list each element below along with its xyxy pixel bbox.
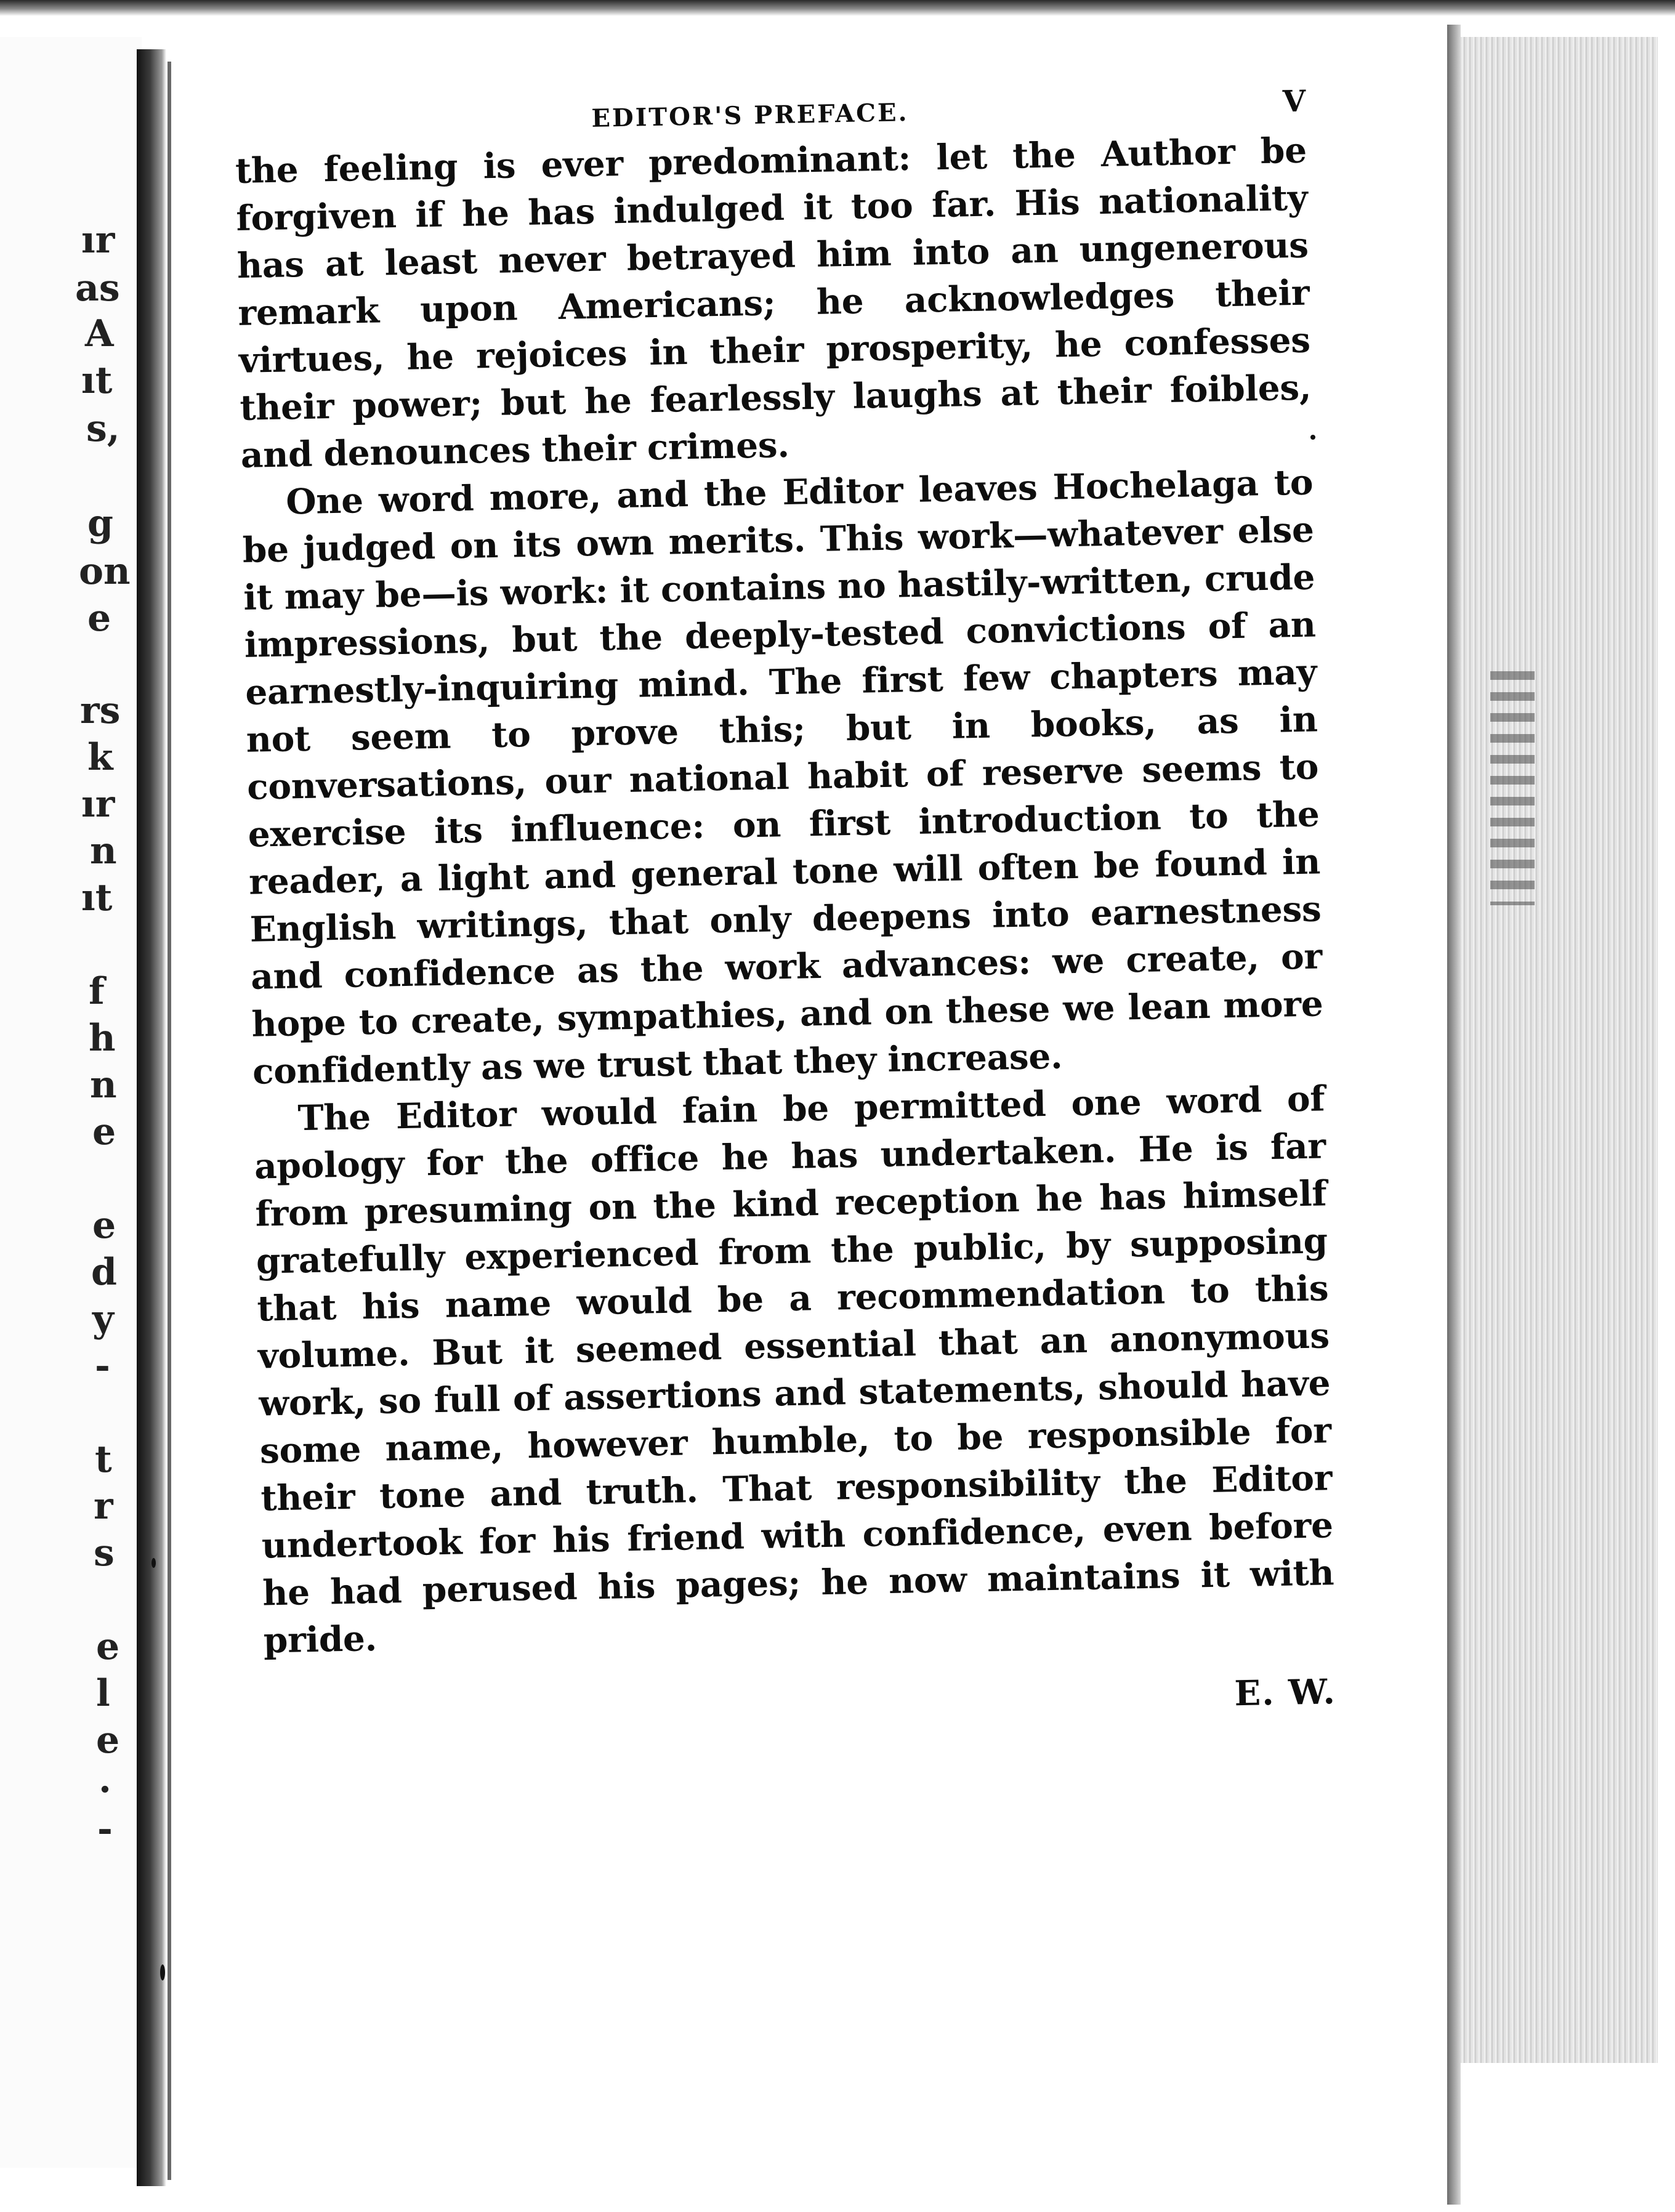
book-gutter-shadow: [137, 49, 166, 2186]
ink-speck: [160, 1964, 165, 1980]
left-margin-fragment: A: [85, 312, 114, 355]
book-gutter-line: [168, 62, 171, 2180]
left-margin-fragment: s,: [86, 407, 120, 450]
left-margin-fragment: k: [87, 736, 113, 779]
left-margin-fragment: as: [75, 267, 120, 310]
left-margin-fragment: d: [91, 1251, 117, 1294]
left-margin-fragment: ır: [81, 219, 115, 262]
left-margin-fragment: s: [94, 1532, 115, 1575]
left-margin-fragment: t: [95, 1438, 112, 1481]
page-number: V: [1282, 84, 1306, 119]
page-stack-marks: [1490, 671, 1535, 905]
left-margin-fragment: n: [90, 830, 117, 873]
page-stack-edge: [1461, 37, 1658, 2063]
left-margin-fragment: -: [97, 1807, 113, 1851]
signature: E. W.: [1233, 1671, 1337, 1714]
left-margin-fragment: h: [89, 1017, 116, 1060]
book-page: [234, 84, 1336, 1733]
left-margin-fragment: n: [90, 1064, 117, 1107]
page-header-title: EDITOR'S PREFACE.: [591, 97, 909, 133]
left-margin-fragment: f: [89, 970, 105, 1013]
left-margin-fragment: y: [92, 1298, 114, 1341]
top-edge-shadow: [0, 0, 1675, 16]
paragraph: the feeling is ever predominant: let the Author be forgiven if he has indulged it too far. His nationality has at least never betrayed him into an ungenerous remark upon Americans; he acknowledges their virtues, he rejoices in their prosperity, he confesses their power; but he fearlessly laughs at their foibles, and denounces their crimes.: [235, 130, 1312, 476]
left-margin-fragment: ıt: [81, 359, 113, 402]
left-margin-fragment: e: [92, 1204, 116, 1247]
left-margin-fragment: on: [79, 550, 131, 593]
left-margin-fragment: r: [94, 1485, 113, 1528]
left-page-fragment: [0, 37, 142, 2168]
left-margin-fragment: e: [96, 1625, 120, 1668]
page-edge-shadow: [1447, 25, 1461, 2205]
left-margin-fragment: e: [96, 1719, 120, 1762]
left-margin-fragment: e: [92, 1110, 116, 1153]
paragraph: One word more, and the Editor leaves Hochelaga to be judged on its own merits. This work—whatever else it may be—is work: it contains no hastily-written, crude impressions, but the deeply-tested convictions of an earnestly-inquiring mind. The first few chapters may not seem to prove this; but in books, as in conversations, our national habit of reserve seems to exercise its influence: on first introduction to the reader, a light and general tone will often be found in English writings, that only deepens into earnestness and confidence as the work advances: we create, or hope to create, sympathies, and on these we lean more confidently as we trust that they increase.: [242, 462, 1323, 1092]
left-margin-fragment: l: [96, 1672, 110, 1715]
paragraph: The Editor would fain be permitted one word of apology for the office he has undertaken. He is far from presuming on the kind reception he has himself gratefully experienced from the public, by supposing that his name would be a recommendation to this volume. But it seemed essential that an anonymous work, so full of assertions and statements, should have some name, however humble, to be responsible for their tone and truth. That responsibility the Editor undertook for his friend with confidence, even before he had perused his pages; he now maintains it with pride.: [254, 1078, 1334, 1661]
left-margin-fragment: ıt: [81, 876, 113, 919]
left-margin-fragment: e: [87, 597, 111, 640]
ink-speck: [151, 1558, 156, 1568]
left-margin-fragment: .: [99, 1758, 111, 1801]
left-margin-fragment: g: [87, 502, 113, 545]
left-margin-fragment: -: [95, 1344, 110, 1387]
left-margin-fragment: rs: [80, 689, 121, 732]
left-margin-fragment: ır: [81, 783, 115, 826]
